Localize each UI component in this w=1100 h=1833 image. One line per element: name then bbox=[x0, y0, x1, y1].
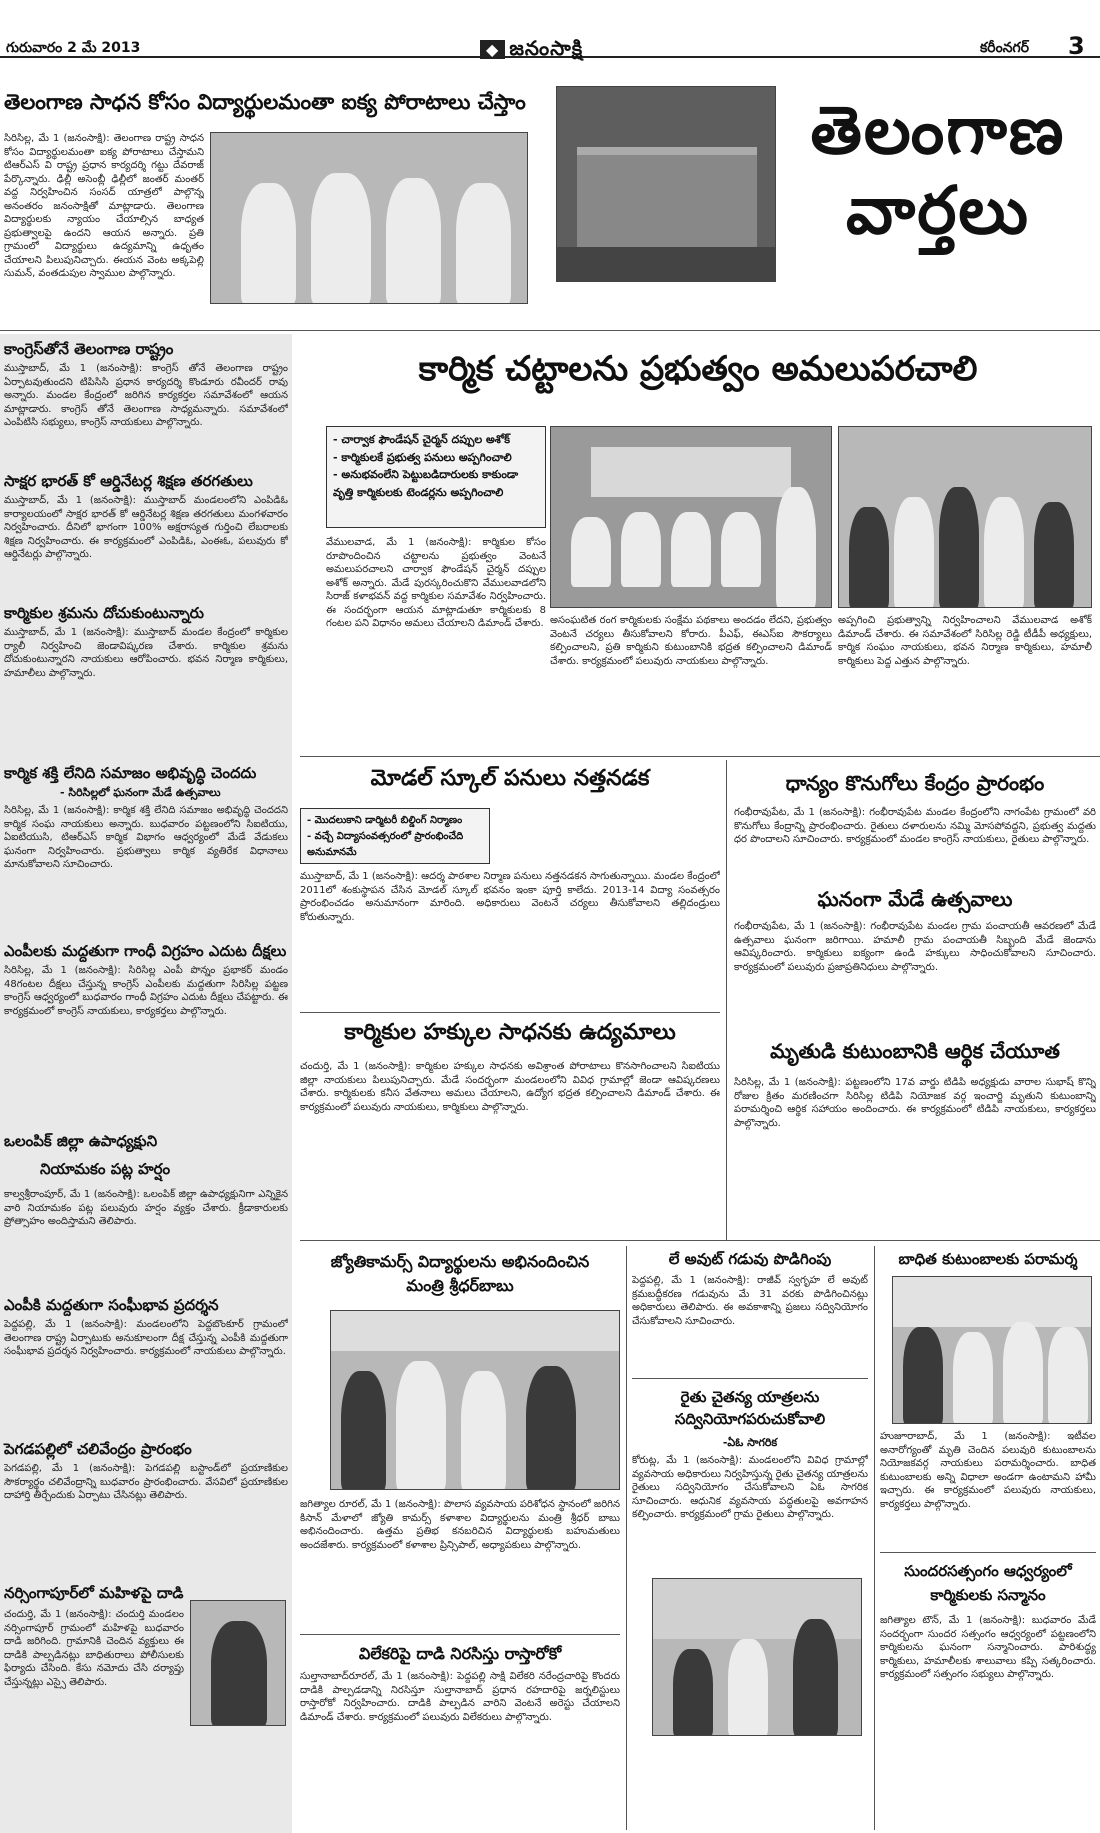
divider-bottom-v2 bbox=[874, 1246, 875, 1830]
reporter-headline: విలేకరిపై దాడి నిరసిస్తు రాస్తారోకో bbox=[358, 1644, 562, 1663]
left-story-5-body: సిరిసిల్ల, మే 1 (జనంసాక్షి): సిరిసిల్ల ఎంపీ పొన్నం ప్రభాకర్ మండం 48గంటల దీక్షలు చేస్తున్న కాంగ్రెస్ ఎంపీలకు మద్దతుగా సిరిసిల్ల పట్టణ కాంగ్రెస్ ఆధ్వర్యంలో బుధవారం గాంధీ విగ్రహం ఎదుట దీక్షలు చేపట్టారు. ఈ కార్యక్రమంలో కాంగ్రెస్ నాయకులు, కార్యకర్తలు పాల్గొన్నారు. bbox=[4, 965, 288, 1017]
rythu-subline: -ఏఓ సాగరిక bbox=[722, 1436, 778, 1449]
section-name: కరీంనగర్ bbox=[980, 40, 1029, 56]
page-number: 3 bbox=[1068, 32, 1085, 60]
workers-rights-body: చందుర్తి, మే 1 (జనంసాక్షి): కార్మికుల హక్కుల సాధనకు అవిశ్రాంత పోరాటాలు కొనసాగించాలని సిఐటియు జిల్లా నాయకులు పిలుపునిచ్చారు. మేడే సందర్భంగా మండలంలోని వివిధ గ్రామాల్లో జెండా ఆవిష్కరణలు చేశారు. కార్మికులకు కనీస వేతనాలు అమలు చేయాలని, ఉద్యోగ భద్రత కల్పించాలని డిమాండ్ చేశారు. ఈ కార్యక్రమంలో పలువురు నాయకులు, కార్మికులు పాల్గొన్నారు. bbox=[300, 1061, 720, 1113]
left-story-4-headline: కార్మిక శక్తి లేనిది సమాజం అభివృద్ధి చెందదు bbox=[4, 764, 257, 782]
main-story-photo-1 bbox=[550, 426, 832, 608]
main-bullet-1: - చార్వాక ఫౌండేషన్ చైర్మన్ దప్పుల అశోక్ bbox=[333, 433, 511, 446]
logo-text: జనంసాక్షి bbox=[509, 36, 584, 60]
divider-mid-left bbox=[300, 1012, 720, 1013]
model-bullet-1: - మొదలుకాని డార్మిటరీ బిల్డింగ్ నిర్మాణం bbox=[307, 815, 463, 826]
jyothi-headline-2: మంత్రి శ్రీధర్‌బాబు bbox=[406, 1276, 514, 1295]
model-bullet-2: - వచ్చే విద్యాసంవత్సరంలో ప్రారంభించేది అనుమానమే bbox=[307, 831, 464, 858]
left-story-9-headline: నర్సింగాపూర్‌లో మహిళపై దాడి bbox=[4, 1584, 184, 1602]
issue-date: గురువారం 2 మే 2013 bbox=[6, 40, 141, 56]
jyothi-headline: జ్యోతికామర్స్ విద్యార్థులను అభినందించిన bbox=[330, 1252, 590, 1271]
model-school-headline: మోడల్ స్కూల్ పనులు నత్తనడక bbox=[370, 766, 650, 791]
model-school-bullets bbox=[300, 808, 490, 864]
main-story-bullets bbox=[326, 426, 546, 528]
left-story-4-body: సిరిసిల్ల, మే 1 (జనంసాక్షి): కార్మిక శక్తి లేనిది సమాజం అభివృద్ధి చెందదని కార్మిక సంఘ నాయకులు అన్నారు. బుధవారం పట్టణంలోని సిఐటియు, ఏఐటియుసి, టిఆర్ఎస్ కార్మిక విభాగం ఆధ్వర్యంలో మేడే వేడుకలు ఘనంగా నిర్వహించారు. ప్రభుత్వాలు కార్మిక వ్యతిరేక విధానాలు మానుకోవాలని సూచించారు. bbox=[4, 805, 288, 870]
left-story-3-body: ముస్తాబాద్, మే 1 (జనంసాక్షి): ముస్తాబాద్ మండల కేంద్రంలో కార్మికుల ర్యాలీ నిర్వహించి జెండావిష్కరణ చేశారు. కార్మికుల శ్రమను దోచుకుంటున్నారని నాయకులు ఆరోపించారు. భవన నిర్మాణ కార్మికులు, హమాలీలు పాల్గొన్నారు. bbox=[4, 627, 288, 679]
rythu-headline: రైతు చైతన్య యాత్రలను bbox=[680, 1388, 820, 1406]
condolence-photo bbox=[892, 1276, 1092, 1424]
left-story-2-headline: సాక్షర భారత్ కో ఆర్డినేటర్ల శిక్షణ తరగతులు bbox=[4, 472, 253, 490]
model-school-body: ముస్తాబాద్, మే 1 (జనంసాక్షి): ఆదర్శ పాఠశాల నిర్మాణ పనులు నత్తనడకన సాగుతున్నాయి. మండల కేంద్రంలో 2011లో శంకుస్థాపన చేసిన మోడల్ స్కూల్ భవనం ఇంకా పూర్తి కాలేదు. 2013-14 విద్యా సంవత్సరం ప్రారంభించడం అనుమానంగా మారింది. అధికారులు వెంటనే చర్యలు తీసుకోవాలని తల్లిదండ్రులు కోరుతున్నారు. bbox=[300, 871, 720, 923]
layout-headline: లే అవుట్ గడువు పొడిగింపు bbox=[668, 1250, 832, 1268]
honor-headline-2: కార్మికులకు సన్మానం bbox=[930, 1586, 1046, 1604]
main-story-body-1: వేములవాడ, మే 1 (జనంసాక్షి): కార్మికుల కోసం రూపొందించిన చట్టాలను ప్రభుత్వం వెంటనే అమలుపరచాలని చార్వాక ఫౌండేషన్ చైర్మన్ దప్పుల అశోక్ అన్నారు. మేడే పురస్కరించుకొని వేములవాడలోని సిరాజ్ కళాభవన్ వద్ద కార్మికుల సమావేశం నిర్వహించారు. ఈ సందర్భంగా ఆయన మాట్లాడుతూ కార్మికులకు 8 గంటల పని విధానం అమలు చేయాలని డిమాండ్ చేశారు. bbox=[326, 537, 546, 629]
workers-rights-headline: కార్మికుల హక్కుల సాధనకు ఉద్యమాలు bbox=[344, 1020, 676, 1045]
left-story-9-body: చందుర్తి, మే 1 (జనంసాక్షి): చందుర్తి మండలం నర్సింగాపూర్ గ్రామంలో మహిళపై బుధవారం దాడి జరిగింది. గ్రామానికి చెందిన వ్యక్తులు ఈ దాడికి పాల్పడినట్లు బాధితురాలు పోలీసులకు ఫిర్యాదు చేసింది. కేసు నమోదు చేసి దర్యాప్తు చేస్తున్నట్లు ఎస్సై తెలిపారు. bbox=[4, 1609, 184, 1688]
masthead bbox=[0, 0, 1100, 58]
victim-photo bbox=[190, 1600, 286, 1726]
divider-condolence bbox=[880, 1552, 1096, 1553]
jyothi-photo bbox=[330, 1310, 620, 1490]
left-story-6-headline: ఒలంపిక్ జిల్లా ఉపాధ్యక్షుని bbox=[4, 1132, 158, 1150]
mayday-headline: ఘనంగా మేడే ఉత్సవాలు bbox=[817, 887, 1013, 911]
condolence-body: హుజూరాబాద్, మే 1 (జనంసాక్షి): ఇటీవల అనారోగ్యంతో మృతి చెందిన పలువురి కుటుంబాలను నియోజకవర్గ నాయకులు పరామర్శించారు. బాధిత కుటుంబాలకు అన్ని విధాలా అండగా ఉంటామని హామీ ఇచ్చారు. ఈ కార్యక్రమంలో పలువురు నాయకులు, కార్యకర్తలు పాల్గొన్నారు. bbox=[880, 1431, 1096, 1510]
divider-layout bbox=[632, 1378, 868, 1379]
condolence-headline: బాధిత కుటుంబాలకు పరామర్శ bbox=[898, 1250, 1078, 1268]
main-bullet-2: - కార్మికులకే ప్రభుత్వ పనులు అప్పగించాలి bbox=[333, 450, 512, 464]
divider-bottom bbox=[300, 1240, 1100, 1241]
banner-line-1: తెలంగాణ bbox=[810, 92, 1066, 169]
main-story-body-2: అసంఘటిత రంగ కార్మికులకు సంక్షేమ పథకాలు అందడం లేదని, ప్రభుత్వం వెంటనే చర్యలు తీసుకోవాలని కోరారు. పీఎఫ్, ఈఎస్ఐ సౌకర్యాలు కల్పించాలని, ప్రతి కార్మికుని కుటుంబానికి భద్రత కల్పించాలని డిమాండ్ చేశారు. కార్యక్రమంలో పలువురు నాయకులు పాల్గొన్నారు. bbox=[550, 615, 832, 667]
grain-center-body: గంభీరావుపేట, మే 1 (జనంసాక్షి): గంభీరావుపేట మండల కేంద్రంలోని నాగంపేట గ్రామంలో వరి కొనుగోలు కేంద్రాన్ని ప్రారంభించారు. రైతులు దళారులను నమ్మి మోసపోవద్దని, ప్రభుత్వ మద్దతు ధర పొందాలని సూచించారు. కార్యక్రమంలో మండల కాంగ్రెస్ నాయకులు, రైతులు పాల్గొన్నారు. bbox=[734, 807, 1096, 845]
main-bullet-4: వృత్తి కార్మికులకు టెండర్లను అప్పగించాలి bbox=[333, 485, 504, 499]
rythu-body: కోరుట్ల, మే 1 (జనంసాక్షి): మండలంలోని వివిధ గ్రామాల్లో వ్యవసాయ అధికారులు నిర్వహిస్తున్న రైతు చైతన్య యాత్రలను రైతులు సద్వినియోగం చేసుకోవాలని ఏఓ సాగరిక సూచించారు. ఆధునిక వ్యవసాయ పద్ధతులపై అవగాహన కల్పించారు. కార్యక్రమంలో గ్రామ రైతులు పాల్గొన్నారు. bbox=[632, 1455, 868, 1520]
left-story-8-headline: పెగడపల్లిలో చలివేంద్రం ప్రారంభం bbox=[4, 1440, 192, 1458]
banner-line-2: వార్తలు bbox=[846, 172, 1030, 249]
fort-photo bbox=[556, 86, 776, 282]
divider-bottom-v1 bbox=[626, 1246, 627, 1830]
left-story-3-headline: కార్మికుల శ్రమను దోచుకుంటున్నారు bbox=[4, 604, 204, 622]
layout-body: పెద్దపల్లి, మే 1 (జనంసాక్షి): రాజీవ్ స్వగృహ లే అవుట్ క్రమబద్ధీకరణ గడువును మే 31 వరకు పొడిగించినట్లు అధికారులు తెలిపారు. ఈ అవకాశాన్ని ప్రజలు సద్వినియోగం చేసుకోవాలని సూచించారు. bbox=[632, 1275, 868, 1327]
main-story-body-3: అప్పగించి ప్రభుత్వాన్ని నిర్వహించాలని వేములవాడ అశోక్ డిమాండ్ చేశారు. ఈ సమావేశంలో సిరిసిల్ల రెడ్డి టీడీపీ అధ్యక్షులు, కార్మిక సంఘం నాయకులు, భవన నిర్మాణ కార్మికులు, హమాలీ కార్మికులు పెద్ద ఎత్తున పాల్గొన్నారు. bbox=[838, 615, 1092, 667]
mayday-body: గంభీరావుపేట, మే 1 (జనంసాక్షి): గంభీరావుపేట మండల గ్రామ పంచాయతీ ఆవరణలో మేడే ఉత్సవాలు ఘనంగా జరిగాయి. హమాలీ గ్రామ పంచాయతీ సిబ్బంది మేడే జెండాను ఆవిష్కరించారు. కార్మికులు ఐక్యంగా ఉండి హక్కులు సాధించుకోవాలని సూచించారు. కార్యక్రమంలో పలువురు ప్రజాప్రతినిధులు పాల్గొన్నారు. bbox=[734, 921, 1096, 973]
main-story-headline: కార్మిక చట్టాలను ప్రభుత్వం అమలుపరచాలి bbox=[418, 349, 978, 389]
honor-headline: సుందరసత్సంగం ఆధ్వర్యంలో bbox=[904, 1562, 1072, 1580]
logo-mark-icon: ◆ bbox=[480, 40, 505, 59]
reporter-body: సుల్తానాబాద్‌రూరల్, మే 1 (జనంసాక్షి): పెద్దపల్లి సాక్షి విలేకరి నరేంద్రచారిపై కొందరు దాడికి పాల్పడడాన్ని నిరసిస్తూ సుల్తానాబాద్ ప్రధాన రహదారిపై జర్నలిస్టులు రాస్తారోకో నిర్వహించారు. దాడికి పాల్పడిన వారిని వెంటనే అరెస్టు చేయాలని డిమాండ్ చేశారు. కార్యక్రమంలో పలువురు విలేకరులు పాల్గొన్నారు. bbox=[300, 1671, 620, 1723]
top-story-body: సిరిసిల్ల, మే 1 (జనంసాక్షి): తెలంగాణ రాష్ట్ర సాధన కోసం విద్యార్థులమంతా ఐక్య పోరాటాలు చేస్తామని టిఆర్ఎస్ వి రాష్ట్ర ప్రధాన కార్యదర్శి గట్టు దేవరాజ్ పేర్కొన్నారు. ఢిల్లీ అసెంబ్లీ ఢిల్లీలో జంతర్ మంతర్ వద్ద నిర్వహించిన సంసద్ యాత్రలో పాల్గొన్న అనంతరం జనంసాక్షితో మాట్లాడారు. తెలంగాణ విద్యార్థులకు న్యాయం చేయాల్సిన బాధ్యత ప్రభుత్వాలపై ఉందని ఆయన అన్నారు. ప్రతి గ్రామంలో విద్యార్థులు ఉద్యమాన్ని ఉధృతం చేయాలని పిలుపునిచ్చారు. ఈయన వెంట అక్కపెల్లి సుమన్, వంతడుపుల స్వాముల పాల్గొన్నారు. bbox=[4, 133, 204, 279]
financial-help-body: సిరిసిల్ల, మే 1 (జనంసాక్షి): పట్టణంలోని 17వ వార్డు టిడిపి అధ్యక్షుడు వారాల సుభాష్ కొన్ని రోజుల క్రితం మరణించగా సిరిసిల్ల టిడిపి నియోజక వర్గ ఇంచార్జి మృతుని కుటుంబాన్ని పరామర్శించి ఆర్థిక సహాయం అందించారు. ఈ కార్యక్రమంలో టిడిపి నాయకులు, కార్యకర్తలు పాల్గొన్నారు. bbox=[734, 1077, 1096, 1129]
divider-jyothi bbox=[300, 1634, 620, 1635]
honor-body: జగిత్యాల టౌన్, మే 1 (జనంసాక్షి): బుధవారం మేడే సందర్భంగా సుందర సత్సంగం ఆధ్వర్యంలో పట్టణంలోని కార్మికులను ఘనంగా సన్మానించారు. పారిశుద్ధ్య కార్మికులు, హమాలీలకు శాలువాలు కప్పి సత్కరించారు. కార్యక్రమంలో సత్సంగం సభ్యులు పాల్గొన్నారు. bbox=[880, 1615, 1096, 1680]
top-story-headline: తెలంగాణ సాధన కోసం విద్యార్థులమంతా ఐక్య పోరాటాలు చేస్తాం bbox=[4, 90, 526, 114]
main-bullet-3: - అనుభవంలేని పెట్టుబడిదారులకు కాకుండా bbox=[333, 468, 519, 482]
left-story-7-headline: ఎంపీకి మద్దతుగా సంఘీభావ ప్రదర్శన bbox=[4, 1296, 219, 1314]
left-story-6-headline-2: నియామకం పట్ల హర్షం bbox=[40, 1160, 171, 1178]
jyothi-body: జగిత్యాల రూరల్, మే 1 (జనంసాక్షి): పొలాస వ్యవసాయ పరిశోధన స్థానంలో జరిగిన కిసాన్ మేళాలో జ్యోతి కామర్స్ కళాశాల విద్యార్థులను మంత్రి శ్రీధర్ బాబు అభినందించారు. ఉత్తమ ప్రతిభ కనబరిచిన విద్యార్థులకు బహుమతులు అందజేశారు. కార్యక్రమంలో కళాశాల ప్రిన్సిపాల్, అధ్యాపకులు పాల్గొన్నారు. bbox=[300, 1499, 620, 1551]
left-story-2-body: ముస్తాబాద్, మే 1 (జనంసాక్షి): ముస్తాబాద్ మండలంలోని ఎంపిడిఓ కార్యాలయంలో సాక్షర భారత్ కో ఆర్డినేటర్ల శిక్షణ తరగతులు మంగళవారం నిర్వహించారు. దీనిలో భాగంగా 100% అక్షరాస్యత గుర్తించి లేబరాలకు శిక్షణ నిర్వహించారు. ఈ కార్యక్రమంలో ఎంపిడిఓ, ఎంఈఓ, పలువురు కో ఆర్డినేటర్లు పాల్గొన్నారు. bbox=[4, 495, 288, 560]
financial-help-headline: మృతుడి కుటుంబానికి ఆర్థిక చేయూత bbox=[770, 1039, 1060, 1063]
rythu-headline-2: సద్వినియోగపరుచుకోవాలి bbox=[674, 1410, 826, 1428]
left-story-8-body: పెగడపల్లి, మే 1 (జనంసాక్షి): పెగడపల్లి బస్టాండ్‌లో ప్రయాణికుల సౌకర్యార్థం చలివేంద్రాన్ని బుధవారం ప్రారంభించారు. వేసవిలో ప్రయాణికుల దాహార్తి తీర్చేందుకు ఏర్పాటు చేసినట్లు తెలిపారు. bbox=[4, 1463, 288, 1501]
left-story-6-body: కాల్వశ్రీరాంపూర్, మే 1 (జనంసాక్షి): ఒలంపిక్ జిల్లా ఉపాధ్యక్షునిగా ఎన్నికైన వారి నియామకం పట్ల పలువురు హర్షం వ్యక్తం చేశారు. క్రీడాకారులకు ప్రోత్సాహం అందిస్తామని తెలిపారు. bbox=[4, 1189, 288, 1227]
divider-main bbox=[300, 756, 1100, 757]
main-story-photo-2 bbox=[838, 426, 1092, 608]
newspaper-logo bbox=[480, 36, 583, 65]
left-story-4-subline: - సిరిసిల్లలో ఘనంగా మేడే ఉత్సవాలు bbox=[60, 786, 221, 799]
left-story-5-headline: ఎంపీలకు మద్దతుగా గాంధీ విగ్రహం ఎదుట దీక్షలు bbox=[4, 942, 287, 960]
divider-top bbox=[0, 330, 1100, 331]
left-story-1-body: ముస్తాబాద్, మే 1 (జనంసాక్షి): కాంగ్రెస్ తోనే తెలంగాణ రాష్ట్రం ఏర్పాటవుతుందని టిపిసిసి ప్రధాన కార్యదర్శి కొండూరు రవీందర్ రావు అన్నారు. మండల కేంద్రంలో జరిగిన కార్యకర్తల సమావేశంలో ఆయన మాట్లాడారు. కాంగ్రెస్ తోనే తెలంగాణ సాధ్యమన్నారు. సమావేశంలో ఎంపిటిసి సభ్యులు, కాంగ్రెస్ నాయకులు పాల్గొన్నారు. bbox=[4, 363, 288, 428]
rythu-photo bbox=[652, 1578, 862, 1736]
grain-center-headline: ధాన్యం కొనుగోలు కేంద్రం ప్రారంభం bbox=[785, 771, 1045, 795]
left-story-7-body: పెద్దపల్లి, మే 1 (జనంసాక్షి): మండలంలోని పెద్దబొంకూర్ గ్రామంలో తెలంగాణ రాష్ట్ర ఏర్పాటుకు అనుకూలంగా దీక్ష చేస్తున్న ఎంపీకి మద్దతుగా సంఘీభావ ప్రదర్శన నిర్వహించారు. కార్యక్రమంలో నాయకులు పాల్గొన్నారు. bbox=[4, 1319, 288, 1357]
divider-mid-vertical bbox=[726, 760, 727, 1240]
left-story-1-headline: కాంగ్రెస్‌తోనే తెలంగాణ రాష్ట్రం bbox=[4, 340, 174, 358]
top-story-photo bbox=[210, 132, 528, 304]
